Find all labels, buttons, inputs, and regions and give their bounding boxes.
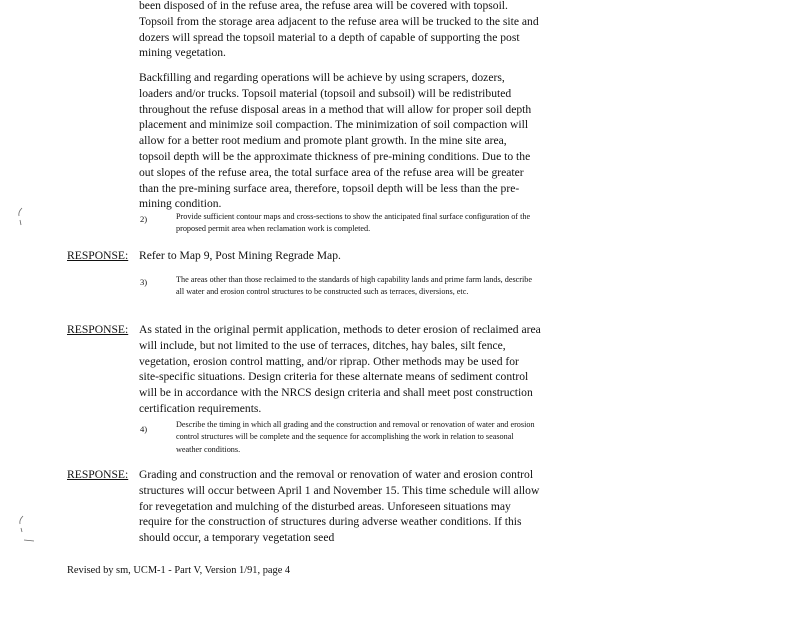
paragraph-backfilling: Backfilling and regarding operations will be achieve by using scrapers, dozers, loaders and/or trucks. Topsoil material (topsoil and subsoil) will be redistributed throughout the refuse disposal areas in a method that will allow for proper soil depth placement and minimize soil compaction. The minimization of soil compaction will allow for a better root medium and promote plant growth. In the mine site area, topsoil depth will be the approximate thickness of pre-mining conditions. Due to the out slopes of the refuse area, the total surface area of the refuse area will be greater than the pre-mining surface area, therefore, topsoil depth will be less than the pre-mining condition. (139, 71, 532, 211)
page-footer: Revised by sm, UCM-1 - Part V, Version 1/91, page 4 (67, 565, 291, 576)
response-text: Refer to Map 9, Post Mining Regrade Map. (139, 249, 341, 262)
item-number: 2) (140, 214, 148, 224)
item-number: 3) (140, 277, 148, 287)
paragraph-topsoil-cover: been disposed of in the refuse area, the refuse area will be covered with topsoil. Topsoil from the storage area adjacent to the refuse area will be trucked to the site and dozers will spread the topsoil material to a depth of capable of supporting the post mining vegetation. (139, 0, 539, 60)
response-label: RESPONSE: (67, 468, 129, 481)
response-text: Grading and construction and the removal or renovation of water and erosion control structures will occur between April 1 and November 15. This time schedule will allow for revegetation and mulching of the disturbed areas. Unforeseen situations may require for the construction of structures during adverse weather conditions. If this should occur, a temporary vegetation seed (139, 468, 540, 545)
scan-speck-icon (14, 206, 28, 228)
item-question: Provide sufficient contour maps and cross-sections to show the anticipated final surface configuration of the proposed permit area when reclamation work is completed. (176, 212, 531, 234)
item-question: The areas other than those reclaimed to the standards of high capability lands and prime farm lands, describe all water and erosion control structures to be constructed such as terraces, diversions, etc. (176, 275, 533, 297)
response-label: RESPONSE: (67, 249, 129, 262)
item-question: Describe the timing in which all grading and the construction and removal or renovation of water and erosion control structures will be complete and the sequence for accomplishing the work in relation to seasonal weather conditions. (176, 420, 535, 454)
response-text: As stated in the original permit application, methods to deter erosion of reclaimed area will include, but not limited to the use of terraces, ditches, hay bales, silt fence, vegetation, erosion control matting, and/or riprap. Other methods may be used for site-specific situations. Design criteria for these alternate means of sediment control will be in accordance with the NRCS design criteria and shall meet post construction certification requirements. (139, 323, 541, 415)
scan-speck-icon (14, 514, 36, 544)
item-number: 4) (140, 424, 148, 434)
response-label: RESPONSE: (67, 323, 129, 336)
